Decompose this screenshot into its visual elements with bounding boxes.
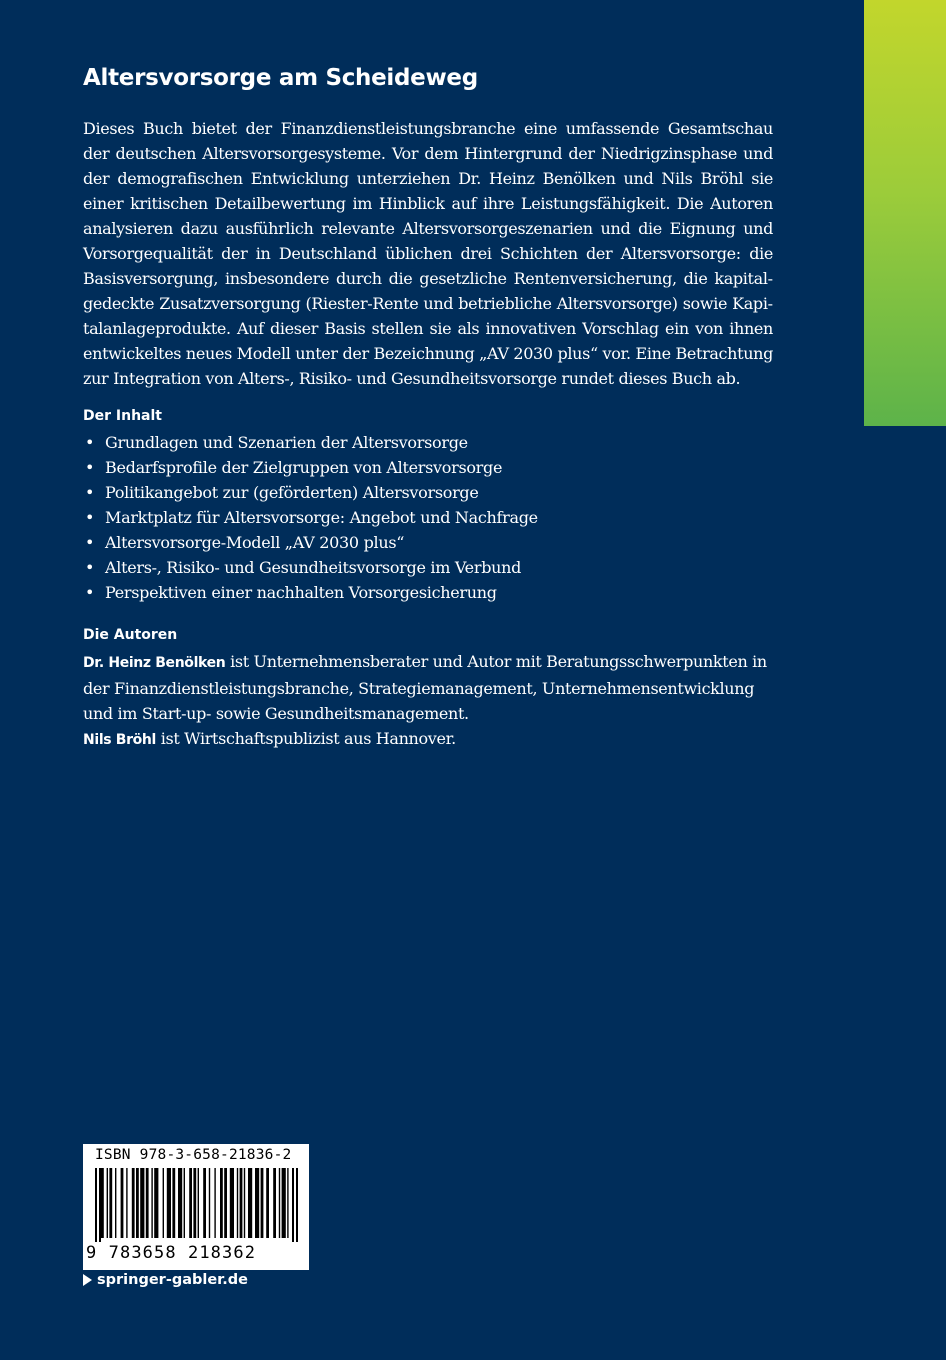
arrow-right-icon (83, 1274, 92, 1286)
bullet-icon: • (85, 533, 95, 552)
list-item: • Altersvorsorge-Modell „AV 2030 plus“ (83, 530, 773, 555)
author-name-1: Dr. Heinz Benölken (83, 655, 226, 671)
list-item: • Alters-, Risiko- und Gesundheitsvorsorge im Verbund (83, 555, 773, 580)
isbn-barcode (83, 1144, 309, 1270)
list-item: • Perspektiven einer nachhalten Vorsorgesicherung (83, 580, 773, 605)
isbn-label: ISBN 978-3-658-21836-2 (95, 1147, 292, 1163)
publisher-link[interactable] (83, 1272, 248, 1288)
list-item: • Bedarfsprofile der Zielgruppen von Altersvorsorge (83, 455, 773, 480)
contents-list (83, 430, 773, 605)
list-item: • Grundlagen und Szenarien der Altersvorsorge (83, 430, 773, 455)
authors-heading: Die Autoren (83, 627, 178, 643)
bullet-icon: • (85, 558, 95, 577)
bullet-icon: • (85, 583, 95, 602)
back-cover-content (83, 62, 773, 753)
accent-bar (864, 0, 946, 426)
barcode-digits: 9 783658 218362 (86, 1243, 257, 1263)
book-title: Altersvorsorge am Scheideweg (83, 65, 478, 91)
contents-heading: Der Inhalt (83, 408, 162, 424)
author-text-2: ist Wirtschaftspublizist aus Hannover. (155, 729, 456, 748)
author-name-2: Nils Bröhl (83, 732, 156, 748)
bullet-icon: • (85, 433, 95, 452)
bullet-icon: • (85, 483, 95, 502)
barcode-icon (95, 1168, 298, 1242)
author-text-1: ist Unternehmensberater und Autor mit Beratungsschwerpunkten in der Finanzdienstleistungsbranche, Strategiemanagement, Unternehmensentwicklung und im Start-up- sowie Gesundheitsmanagement. (83, 652, 767, 723)
bullet-icon: • (85, 508, 95, 527)
list-item: • Politikangebot zur (geförderten) Altersvorsorge (83, 480, 773, 505)
author-bio-2 (83, 726, 773, 753)
publisher-url: springer-gabler.de (97, 1272, 248, 1288)
author-bio-1 (83, 649, 773, 726)
book-blurb: Dieses Buch bietet der Finanzdienstleistungsbranche eine umfassende Gesamtschau der deutschen Altersvorsorgesysteme. Vor dem Hintergrund der Niedrigzinsphase und der demografischen Entwicklung unterziehen Dr. Heinz Benölken und Nils Bröhl sie einer kritischen Detailbewertung im Hinblick auf ihre Leistungsfähigkeit. Die Autoren analysieren dazu ausführlich relevante Altersvorsorgeszenarien und die Eignung und Vorsorgequalität der in Deutschland üblichen drei Schichten der Altersvorsorge: die Basisversorgung, insbesondere durch die gesetzliche Rentenversicherung, die kapitalgedeckte Zusatzversorgung (Riester-Rente und betriebliche Altersvorsorge) sowie Kapitalanlageprodukte. Auf dieser Basis stellen sie als innovativen Vorschlag ein von ihnen entwickeltes neues Modell unter der Bezeichnung „AV 2030 plus“ vor. Eine Betrachtung zur Integration von Alters-, Risiko- und Gesundheitsvorsorge rundet dieses Buch ab. (83, 119, 773, 388)
bullet-icon: • (85, 458, 95, 477)
list-item: • Marktplatz für Altersvorsorge: Angebot und Nachfrage (83, 505, 773, 530)
